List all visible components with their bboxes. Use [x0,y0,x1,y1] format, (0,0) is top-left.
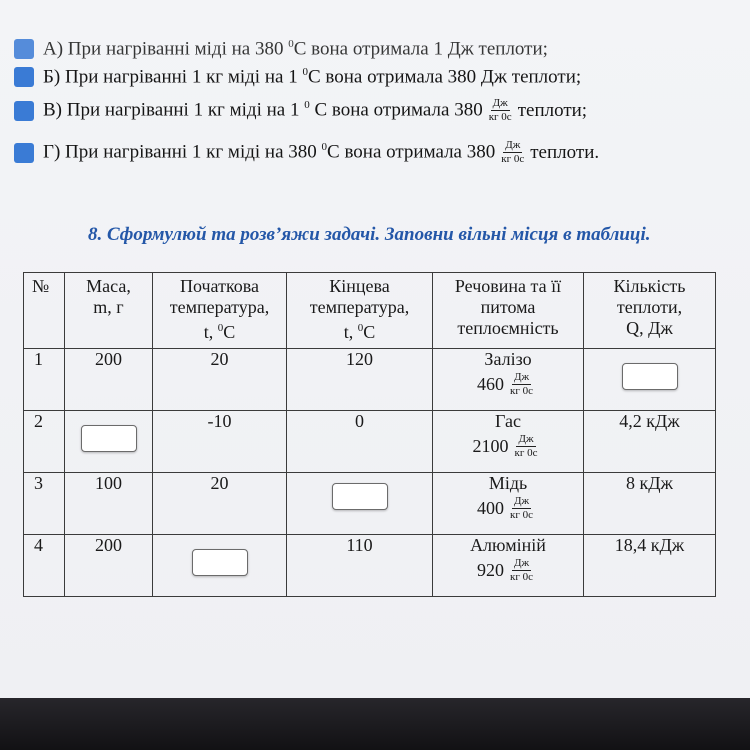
table-row [24,349,716,411]
header-sub-line1: Речовина та її [454,276,562,296]
option-a-text: А) При нагріванні міді на 380 $^0$С вона отримала 1 Дж теплоти; [43,38,548,60]
table-row [24,535,716,597]
option-b-text: Б) При нагріванні 1 кг міді на 1 $^0$С вона отримала 380 Дж теплоти; [43,66,582,88]
table-row [24,473,716,535]
initial-temp-cell: 20 [153,473,287,535]
header-sub-line2: питома [480,297,536,317]
header-q-line2: теплоти, [616,297,683,317]
header-initial-temp [153,273,287,349]
header-t1-line3: t, $^0$С [203,322,236,342]
header-number: № [24,273,65,349]
initial-temp-cell [153,535,287,597]
header-q-line1: Кількість [613,276,686,296]
substance-name: Гас [495,411,521,431]
specific-heat: 400 $\frac{Дж}{кг 0с}$ [477,495,533,521]
option-c-tail: теплоти; [517,99,588,121]
unit-fraction: $\frac{Дж}{кг 0с}$ [488,97,512,123]
substance-name: Мідь [488,473,528,493]
header-t1-line1: Початкова [179,276,260,296]
specific-heat: 920 $\frac{Дж}{кг 0с}$ [477,557,533,583]
option-d-text: Г) При нагріванні 1 кг міді на 380 $^0$С вона отримала 380 [43,141,496,163]
mass-cell [65,411,153,473]
table-header-row [24,273,716,349]
task-title: 8. Сформулюй та розв’яжи задачі. Заповни вільні місця в таблиці. [88,224,651,245]
heat-cell: 4,2 кДж [584,411,716,473]
header-mass-line1: Маса, [86,276,131,296]
header-heat [584,273,716,349]
mass-cell: 100 [65,473,153,535]
header-mass [65,273,153,349]
substance-cell [433,411,584,473]
substance-cell [433,473,584,535]
header-t2-line2: температура, [309,297,410,317]
mass-cell: 200 [65,349,153,411]
row-number: 3 [24,473,65,535]
answer-option-d[interactable] [14,140,599,165]
substance-cell [433,349,584,411]
header-q-line3: Q, Дж [626,318,673,338]
header-final-temp [287,273,433,349]
header-t1-line2: температура, [169,297,270,317]
monitor-bezel [0,698,750,750]
substance-name: Алюміній [470,535,546,555]
initial-temp-cell: -10 [153,411,287,473]
data-table [23,272,716,597]
header-mass-line2: m, г [93,297,124,317]
substance-name: Залізо [484,349,532,369]
row-number: 1 [24,349,65,411]
row-number: 4 [24,535,65,597]
final-temp-cell [287,473,433,535]
row-number: 2 [24,411,65,473]
checkbox-icon[interactable] [14,39,34,59]
header-substance [433,273,584,349]
specific-heat: 2100 $\frac{Дж}{кг 0с}$ [472,433,538,459]
answer-option-a[interactable] [14,38,548,60]
specific-heat: 460 $\frac{Дж}{кг 0с}$ [477,371,533,397]
option-c-text: В) При нагріванні 1 кг міді на 1 $^0$ С вона отримала 380 [43,99,483,121]
option-d-tail: теплоти. [530,141,600,163]
answer-option-b[interactable] [14,66,581,88]
initial-temp-cell: 20 [153,349,287,411]
checkbox-icon[interactable] [14,143,34,163]
header-t2-line3: t, $^0$С [343,322,376,342]
mass-cell: 200 [65,535,153,597]
unit-fraction: $\frac{Дж}{кг 0с}$ [501,139,525,165]
answer-input-heat[interactable] [622,363,678,390]
answer-input-mass[interactable] [81,425,137,452]
table-row [24,411,716,473]
heat-cell [584,349,716,411]
final-temp-cell: 110 [287,535,433,597]
final-temp-cell: 0 [287,411,433,473]
checkbox-icon[interactable] [14,67,34,87]
answer-input-initial-temp[interactable] [192,549,248,576]
header-sub-line3: теплоємність [457,318,559,338]
heat-cell: 8 кДж [584,473,716,535]
final-temp-cell: 120 [287,349,433,411]
heat-cell: 18,4 кДж [584,535,716,597]
checkbox-icon[interactable] [14,101,34,121]
header-t2-line1: Кінцева [329,276,390,296]
answer-option-c[interactable] [14,98,587,123]
answer-input-final-temp[interactable] [332,483,388,510]
substance-cell [433,535,584,597]
